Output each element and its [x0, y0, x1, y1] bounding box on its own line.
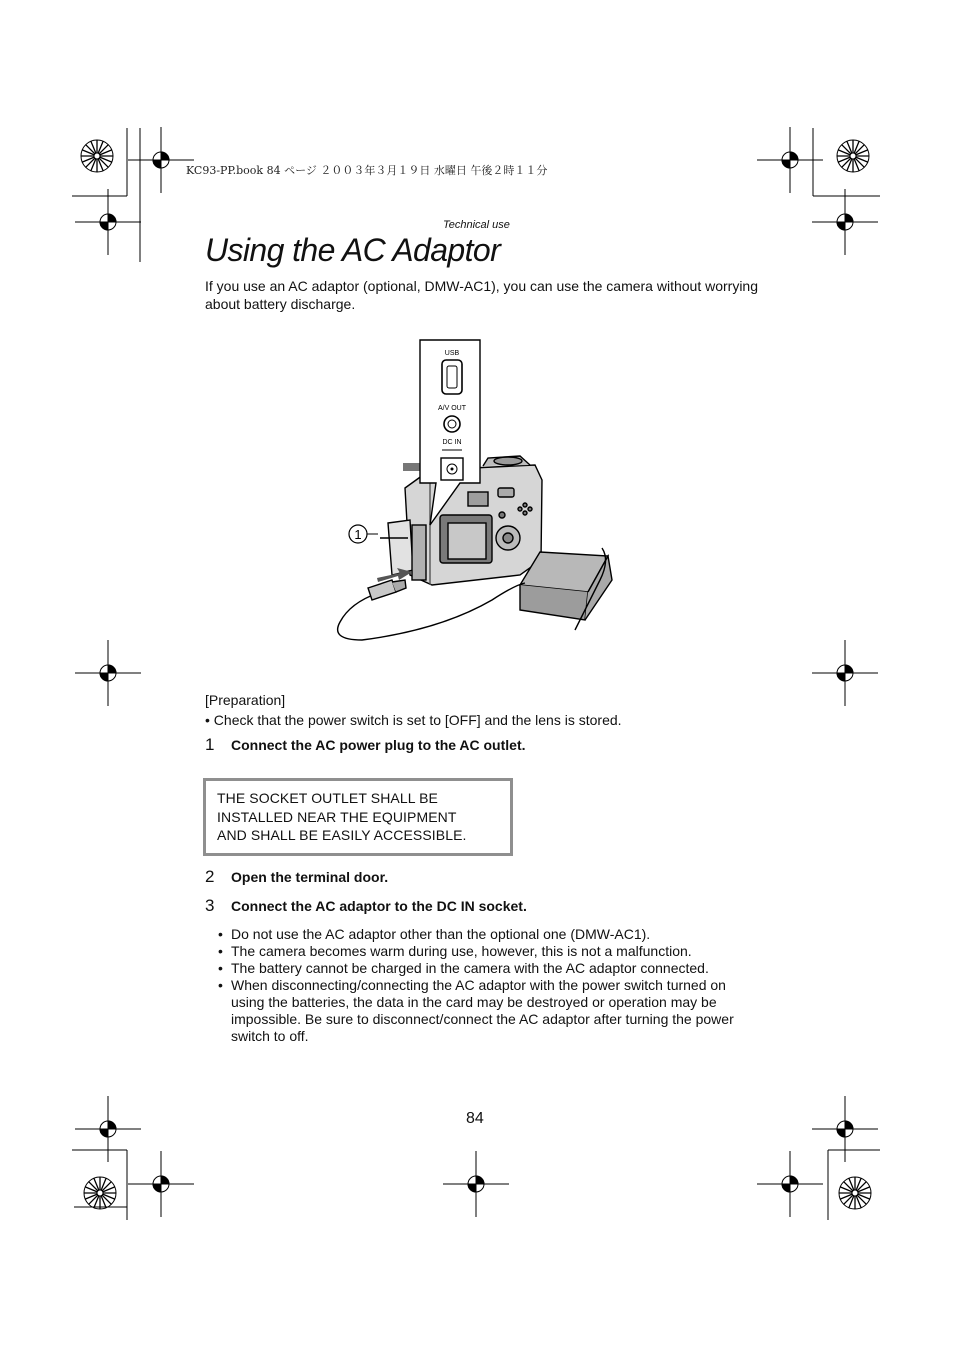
registration-mark — [812, 189, 878, 255]
star-target-top-left — [81, 140, 113, 172]
av-out-label: A/V OUT — [437, 405, 467, 412]
callout-number: 1 — [354, 527, 362, 542]
page-title: Using the AC Adaptor — [205, 232, 501, 268]
notice-line: THE SOCKET OUTLET SHALL BE — [217, 790, 438, 806]
list-item: • Do not use the AC adaptor other than the optional one (DMW-AC1). — [218, 926, 758, 943]
print-header: KC93-PP.book 84 ページ ２００３年３月１９日 水曜日 午後２時１１分 — [186, 164, 548, 177]
list-item: • The battery cannot be charged in the camera with the AC adaptor connected. — [218, 960, 758, 977]
notes-list — [218, 926, 758, 1045]
camera-ac-adaptor-illustration — [325, 335, 625, 655]
intro-paragraph: If you use an AC adaptor (optional, DMW-AC1), you can use the camera without worrying about battery discharge. — [205, 278, 759, 312]
registration-mark — [75, 1096, 141, 1162]
page-number: 84 — [466, 1110, 484, 1127]
star-target-bottom-right — [839, 1177, 871, 1209]
step-2 — [205, 867, 388, 887]
registration-mark — [812, 640, 878, 706]
step-text: Open the terminal door. — [231, 869, 389, 885]
list-item: • The camera becomes warm during use, however, this is not a malfunction. — [218, 943, 758, 960]
safety-notice-box — [203, 778, 513, 856]
preparation-heading: [Preparation] — [205, 692, 286, 708]
registration-mark — [128, 127, 194, 193]
preparation-block — [205, 692, 622, 729]
step-number: 1 — [205, 735, 215, 754]
step-number: 2 — [205, 867, 215, 886]
usb-label: USB — [444, 350, 460, 357]
step-number: 3 — [205, 896, 215, 915]
notice-line: INSTALLED NEAR THE EQUIPMENT — [217, 808, 457, 825]
registration-mark — [75, 189, 141, 255]
registration-mark — [75, 640, 141, 706]
star-target-bottom-left — [84, 1177, 116, 1209]
step-text: Connect the AC power plug to the AC outlet. — [231, 737, 526, 753]
notice-line: AND SHALL BE EASILY ACCESSIBLE. — [217, 827, 467, 843]
registration-mark — [812, 1096, 878, 1162]
star-target-top-right — [837, 140, 869, 172]
registration-mark — [757, 1151, 823, 1217]
step-3 — [205, 896, 527, 916]
section-label: Technical use — [443, 219, 510, 231]
preparation-bullet: • Check that the power switch is set to [OFF] and the lens is stored. — [205, 712, 622, 728]
dc-in-label: DC IN — [442, 439, 462, 446]
registration-mark — [128, 1151, 194, 1217]
step-text: Connect the AC adaptor to the DC IN socket. — [231, 898, 527, 914]
registration-mark — [443, 1151, 509, 1217]
step-1 — [205, 735, 526, 755]
list-item: • When disconnecting/connecting the AC adaptor with the power switch turned on using the batteries, the data in the card may be destroyed or operation may be impossible. Be sure to disconnect/connect the AC adaptor after turning the power switch to off. — [218, 977, 758, 1045]
